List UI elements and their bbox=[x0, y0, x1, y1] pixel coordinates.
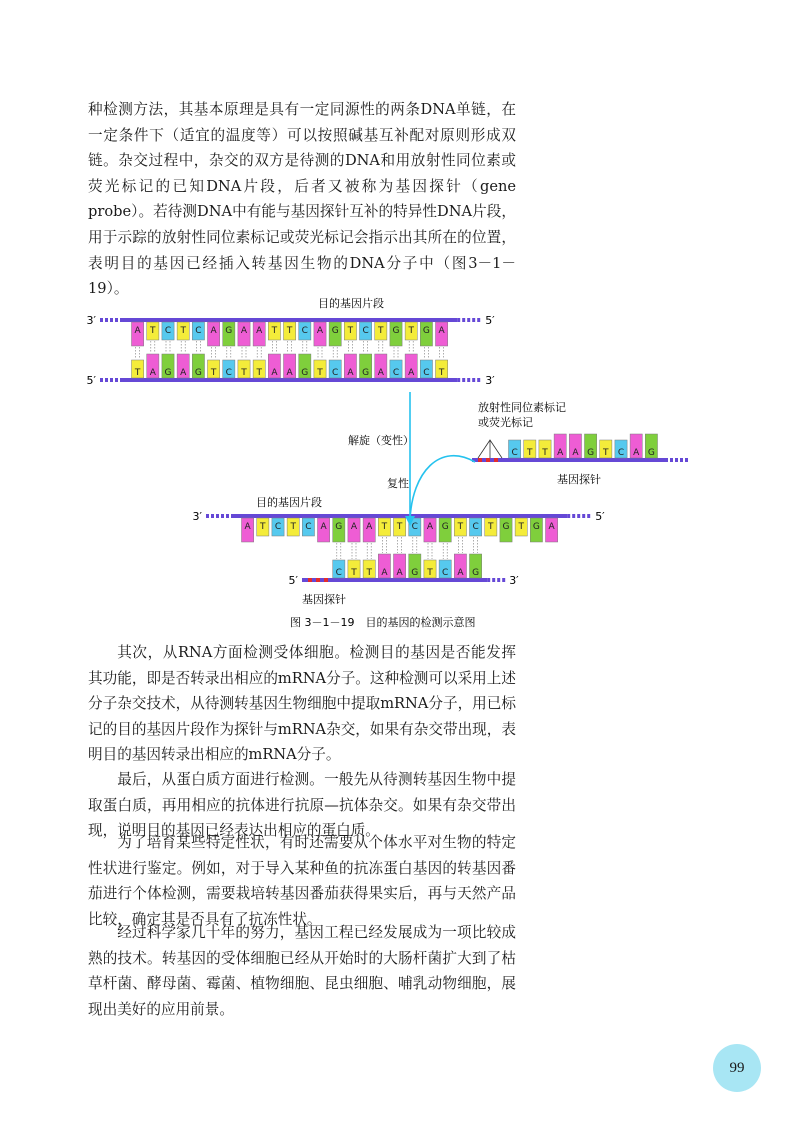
strand-end-label: 5′ bbox=[595, 510, 605, 523]
backbone-dash bbox=[665, 458, 668, 462]
upper_strand-letter-13: G bbox=[331, 326, 339, 336]
label-mark bbox=[324, 578, 328, 582]
lower_strand-letter-11: G bbox=[301, 368, 309, 378]
backbone-dash bbox=[467, 378, 470, 382]
backbone-dash bbox=[115, 378, 118, 382]
upper_strand-letter-3: T bbox=[290, 522, 296, 532]
backbone-dash bbox=[115, 318, 118, 322]
lower_strand-letter-16: A bbox=[377, 368, 384, 378]
strand-end-label: 5′ bbox=[485, 314, 495, 327]
upper_strand-letter-17: G bbox=[392, 326, 400, 336]
target-gene-label-bottom: 目的基因片段 bbox=[256, 496, 322, 509]
probe_sequence-letter-1: T bbox=[527, 448, 533, 458]
dna-detection-figure bbox=[80, 292, 700, 632]
upper_strand-letter-15: C bbox=[472, 522, 479, 532]
probe_sequence-letter-3: A bbox=[557, 448, 564, 458]
lower_strand-letter-1: A bbox=[149, 368, 156, 378]
upper_strand-letter-10: T bbox=[286, 326, 293, 336]
probe_sequence-letter-9: G bbox=[647, 448, 655, 458]
upper_strand-letter-9: T bbox=[271, 326, 278, 336]
lower_strand-letter-12: T bbox=[317, 368, 323, 378]
paragraph-rna-detection: 其次，从RNA方面检测受体细胞。检测目的基因是否能发挥其功能，即是否转录出相应的mRNA分子。这种检测可以采用上述分子杂交技术，从待测转基因生物细胞中提取mRNA分子，用已标记的目的基因片段作为探针与mRNA杂交，如果有杂交带出现，表明目的基因转录出相应的mRNA分子。 bbox=[88, 644, 516, 764]
backbone-dash bbox=[477, 318, 480, 322]
upper_strand-letter-3: T bbox=[180, 326, 186, 336]
paragraph-continuation: 种检测方法，其基本原理是具有一定同源性的两条DNA单链，在一定条件下（适宜的温度等）可以按照碱基互补配对原则形成双链。杂交过程中，杂交的双方是待测的DNA和用放射性同位素或荧光标记的已知DNA片段，后者又被称为基因探针（gene probe）。若待测DNA中有能与基因探针互补的特异性DNA片段，用于示踪的放射性同位素标记或荧光标记会指示出其所在的位置，表明目的基因已经插入转基因生物的DNA分子中（图3－1－19）。 bbox=[88, 101, 516, 298]
upper_strand-letter-20: A bbox=[438, 326, 445, 336]
lower_strand-letter-4: G bbox=[194, 368, 202, 378]
lower_strand-letter-19: C bbox=[423, 368, 430, 378]
backbone-dash bbox=[497, 578, 500, 582]
upper_strand-letter-16: T bbox=[378, 326, 384, 336]
probe_sequence-letter-1: T bbox=[351, 568, 357, 578]
denature-label: 解旋（变性） bbox=[348, 434, 414, 447]
backbone-dash bbox=[105, 378, 108, 382]
label-mark bbox=[308, 578, 312, 582]
probe_sequence-letter-6: T bbox=[603, 448, 609, 458]
upper_strand-letter-14: T bbox=[457, 522, 464, 532]
backbone-dash bbox=[472, 378, 475, 382]
probe_sequence-letter-9: G bbox=[472, 568, 480, 578]
upper_strand-letter-2: C bbox=[274, 522, 282, 532]
probe_sequence-letter-3: A bbox=[381, 568, 388, 578]
upper_strand-letter-0: A bbox=[244, 522, 251, 532]
paragraph-individual-level: 为了培育某些特定性状，有时还需要从个体水平对生物的特定性状进行鉴定。例如，对于导入某种鱼的抗冻蛋白基因的转基因番茄进行个体检测，需要栽培转基因番茄获得果实后，再与天然产品比较，确定其是否具有了抗冻性状。 bbox=[88, 834, 516, 928]
probe_sequence-letter-4: A bbox=[572, 448, 579, 458]
probe_sequence-letter-7: C bbox=[442, 568, 449, 578]
probe_sequence-letter-2: T bbox=[366, 568, 372, 578]
backbone-dash bbox=[216, 514, 219, 518]
strand-end-label: 3′ bbox=[509, 574, 519, 587]
backbone-dash bbox=[685, 458, 688, 462]
marker-label-line1: 放射性同位素标记 bbox=[478, 401, 566, 414]
lower_strand-letter-13: C bbox=[332, 368, 339, 378]
upper_strand-letter-11: C bbox=[301, 326, 308, 336]
gene-probe-single-strand bbox=[472, 434, 688, 462]
backbone-dash bbox=[502, 578, 505, 582]
paragraph-conclusion: 经过科学家几十年的努力，基因工程已经发展成为一项比较成熟的技术。转基因的受体细胞已经从开始时的大肠杆菌扩大到了枯草杆菌、酵母菌、霉菌、植物细胞、昆虫细胞、哺乳动物细胞，展现出美好的应用前景。 bbox=[88, 924, 516, 1018]
lower_strand-letter-20: T bbox=[438, 368, 445, 378]
backbone-dash bbox=[567, 514, 570, 518]
upper_strand-letter-6: G bbox=[335, 522, 343, 532]
hybridized-dna bbox=[193, 510, 606, 587]
strand-end-label: 3′ bbox=[485, 374, 495, 387]
backbone-dash bbox=[221, 514, 224, 518]
probe_sequence-letter-2: T bbox=[542, 448, 548, 458]
backbone-strand bbox=[122, 378, 457, 382]
backbone-dash bbox=[572, 514, 575, 518]
target-gene-label-top: 目的基因片段 bbox=[318, 297, 384, 310]
renature-arrow bbox=[410, 456, 475, 520]
upper_strand-letter-0: A bbox=[134, 326, 141, 336]
strand-end-label: 5′ bbox=[86, 374, 96, 387]
backbone-dash bbox=[462, 318, 465, 322]
probe-label-right: 基因探针 bbox=[557, 473, 601, 486]
upper_strand-letter-19: G bbox=[532, 522, 540, 532]
backbone-dash bbox=[211, 514, 214, 518]
paragraph-protein-detection: 最后，从蛋白质方面进行检测。一般先从待测转基因生物中提取蛋白质，再用相应的抗体进行抗原—抗体杂交。如果有杂交带出现，说明目的基因已经表达出相应的蛋白质。 bbox=[88, 771, 516, 840]
upper_strand-letter-4: C bbox=[305, 522, 312, 532]
page-number: 99 bbox=[713, 1044, 761, 1092]
backbone-dash bbox=[100, 318, 103, 322]
probe_sequence-letter-8: A bbox=[457, 568, 464, 578]
lower_strand-letter-17: C bbox=[392, 368, 400, 378]
upper_strand-letter-7: A bbox=[350, 522, 358, 532]
backbone-dash bbox=[462, 378, 465, 382]
strand-end-label: 3′ bbox=[192, 510, 202, 523]
upper_strand-letter-1: T bbox=[260, 522, 266, 532]
backbone-dash bbox=[582, 514, 585, 518]
label-mark bbox=[478, 458, 482, 462]
probe_sequence-letter-6: T bbox=[427, 568, 433, 578]
backbone-dash bbox=[670, 458, 673, 462]
label-mark bbox=[316, 578, 320, 582]
lower_strand-letter-18: A bbox=[408, 368, 415, 378]
lower_strand-letter-15: G bbox=[362, 368, 370, 378]
backbone-dash bbox=[457, 318, 460, 322]
upper_strand-letter-4: C bbox=[195, 326, 202, 336]
backbone-dash bbox=[105, 318, 108, 322]
label-pointer bbox=[478, 440, 502, 458]
label-mark bbox=[486, 458, 490, 462]
upper_strand-letter-18: T bbox=[408, 326, 414, 336]
probe_sequence-letter-0: C bbox=[511, 448, 518, 458]
probe-label-bottom: 基因探针 bbox=[302, 593, 346, 606]
backbone-dash bbox=[206, 514, 209, 518]
backbone-dash bbox=[675, 458, 678, 462]
backbone-strand bbox=[503, 458, 665, 462]
lower_strand-letter-9: A bbox=[271, 368, 278, 378]
backbone-dash bbox=[487, 578, 490, 582]
upper_strand-letter-5: A bbox=[320, 522, 327, 532]
upper_strand-letter-8: A bbox=[366, 522, 373, 532]
probe_sequence-letter-8: A bbox=[633, 448, 640, 458]
backbone-dash bbox=[472, 318, 475, 322]
upper_strand-letter-7: A bbox=[240, 326, 248, 336]
upper_strand-letter-12: A bbox=[316, 326, 324, 336]
backbone-dash bbox=[477, 378, 480, 382]
upper_strand-letter-12: A bbox=[426, 522, 434, 532]
backbone-dash bbox=[587, 514, 590, 518]
upper_strand-letter-8: A bbox=[256, 326, 263, 336]
lower_strand-letter-14: A bbox=[347, 368, 354, 378]
probe_sequence-letter-4: A bbox=[396, 568, 403, 578]
backbone-strand bbox=[122, 318, 457, 322]
backbone-dash bbox=[110, 318, 113, 322]
lower_strand-letter-10: A bbox=[286, 368, 293, 378]
backbone-strand bbox=[334, 578, 487, 582]
upper_strand-letter-5: A bbox=[210, 326, 217, 336]
renature-label: 复性 bbox=[387, 477, 409, 490]
backbone-dash bbox=[110, 378, 113, 382]
backbone-dash bbox=[577, 514, 580, 518]
upper_strand-letter-17: G bbox=[502, 522, 510, 532]
lower_strand-letter-7: T bbox=[241, 368, 247, 378]
probe_sequence-letter-5: G bbox=[587, 448, 595, 458]
probe_sequence-letter-0: C bbox=[335, 568, 342, 578]
lower_strand-letter-5: T bbox=[210, 368, 217, 378]
upper_strand-letter-11: C bbox=[411, 522, 418, 532]
strand-end-label: 3′ bbox=[86, 314, 96, 327]
lower_strand-letter-3: A bbox=[180, 368, 187, 378]
probe_sequence-letter-5: G bbox=[411, 568, 419, 578]
upper_strand-letter-9: T bbox=[381, 522, 388, 532]
upper_strand-letter-14: T bbox=[347, 326, 354, 336]
upper_strand-letter-10: T bbox=[396, 522, 403, 532]
upper_strand-letter-1: T bbox=[150, 326, 156, 336]
double-stranded-dna bbox=[87, 314, 496, 387]
backbone-dash bbox=[467, 318, 470, 322]
probe_sequence-letter-7: C bbox=[617, 448, 625, 458]
label-mark bbox=[494, 458, 498, 462]
upper_strand-letter-20: A bbox=[548, 522, 555, 532]
backbone-dash bbox=[457, 378, 460, 382]
upper_strand-letter-19: G bbox=[422, 326, 430, 336]
upper_strand-letter-18: T bbox=[518, 522, 524, 532]
lower_strand-letter-0: T bbox=[134, 368, 141, 378]
backbone-dash bbox=[492, 578, 495, 582]
strand-end-label: 5′ bbox=[288, 574, 298, 587]
backbone-dash bbox=[680, 458, 683, 462]
upper_strand-letter-6: G bbox=[225, 326, 233, 336]
upper_strand-letter-16: T bbox=[488, 522, 494, 532]
backbone-dash bbox=[226, 514, 229, 518]
figure-caption: 图 3－1－19 目的基因的检测示意图 bbox=[290, 616, 476, 629]
marker-label-line2: 或荧光标记 bbox=[478, 416, 533, 429]
upper_strand-letter-2: C bbox=[164, 326, 172, 336]
lower_strand-letter-2: G bbox=[164, 368, 172, 378]
backbone-strand bbox=[232, 514, 567, 518]
upper_strand-letter-13: G bbox=[441, 522, 449, 532]
backbone-dash bbox=[100, 378, 103, 382]
lower_strand-letter-8: T bbox=[256, 368, 262, 378]
lower_strand-letter-6: C bbox=[225, 368, 232, 378]
upper_strand-letter-15: C bbox=[362, 326, 369, 336]
